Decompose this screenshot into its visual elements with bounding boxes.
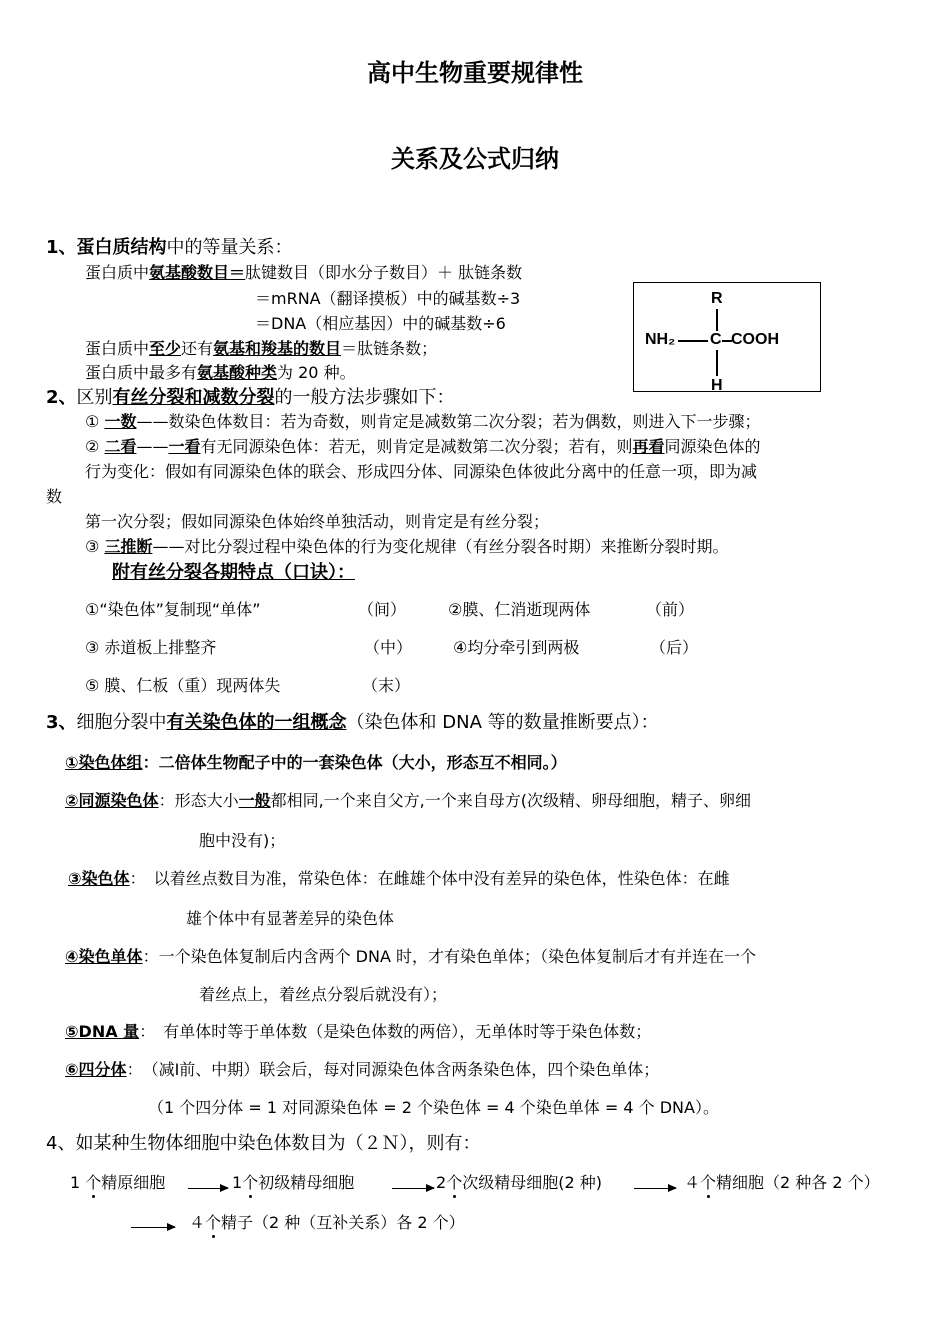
rhyme-1-text: ①“染色体”复制现“单体” (85, 600, 261, 619)
concept-chromatid: ④染色单体：一个染色体复制后内含两个 DNA 时，才有染色单体；（染色体复制后才有并连在一个 (65, 947, 756, 966)
chain-arrow-4 (131, 1227, 175, 1228)
rhyme-4-text: ④均分牵引到两极 (453, 638, 580, 657)
protein-rule-line-2: ＝mRNA（翻译摸板）中的碱基数÷3 (255, 289, 521, 308)
rhyme-2-stage: （前） (646, 600, 695, 619)
chain-secondary-spermatocyte: 2个次级精母细胞(2 种) (436, 1173, 602, 1192)
section-4-heading: 4、如某种生物体细胞中染色体数目为（２Ｎ），则有： (46, 1133, 481, 1154)
concept-dna-amount: ⑤DNA 量： 有单体时等于单体数（是染色体数的两倍），无单体时等于染色体数； (65, 1022, 652, 1041)
rhyme-4-stage: （后） (650, 638, 699, 657)
chain-arrow-3 (634, 1188, 676, 1189)
concept-tetrad: ⑥四分体： （减Ⅰ前、中期）联会后，每对同源染色体含两条染色体，四个染色单体； (65, 1060, 660, 1079)
concept-chromosome-continuation: 雄个体中有显著差异的染色体 (186, 909, 395, 928)
formula-alpha-carbon: C (710, 331, 722, 348)
rhyme-5-stage: （末） (362, 676, 411, 695)
section-1-heading: 1、蛋白质结构中的等量关系： (46, 237, 293, 258)
chain-arrow-2 (392, 1188, 434, 1189)
tetrad-equation: （1 个四分体 = 1 对同源染色体 = 2 个染色体 = 4 个染色单体 = 4 个 DNA）。 (148, 1098, 719, 1117)
protein-rule-line-1: 蛋白质中氨基酸数目＝肽键数目（即水分子数目）＋ 肽链条数 (85, 263, 523, 282)
concept-homologous-chromosome: ②同源染色体：形态大小一般都相同,一个来自父方,一个来自母方(次级精、卵母细胞，精子、卵细 (65, 791, 752, 810)
rhyme-1-stage: （间） (358, 600, 407, 619)
concept-chromatid-continuation: 着丝点上，着丝点分裂后就没有）； (199, 985, 448, 1004)
formula-bond-top (716, 309, 718, 331)
formula-bond-left (678, 340, 708, 342)
step-2-look: ② 二看——一看有无同源染色体：若无，则肯定是减数第二次分裂；若有，则再看同源染色体的 (85, 437, 761, 456)
step-3-infer: ③ 三推断——对比分裂过程中染色体的行为变化规律（有丝分裂各时期）来推断分裂时期。 (85, 537, 729, 556)
chain-arrow-1 (188, 1188, 228, 1189)
concept-homologous-continuation: 胞中没有)； (199, 831, 286, 850)
step-1-count: ① 一数——数染色体数目：若为奇数，则肯定是减数第二次分裂；若为偶数，则进入下一步骤； (85, 412, 761, 431)
formula-hydrogen: H (711, 377, 723, 394)
rhyme-3-stage: （中） (364, 638, 413, 657)
formula-amino-group: NH₂ (645, 331, 676, 348)
chain-spermatogonium: 1 个精原细胞 (70, 1173, 166, 1192)
section-3-heading: 3、细胞分裂中有关染色体的一组概念（染色体和 DNA 等的数量推断要点）： (46, 712, 659, 733)
formula-carboxyl-group: COOH (731, 331, 779, 348)
mitosis-rhyme-title: 附有丝分裂各期特点（口诀）： (112, 562, 355, 583)
chain-primary-spermatocyte: 1个初级精母细胞 (232, 1173, 355, 1192)
concept-chromosome-set: ①染色体组：二倍体生物配子中的一套染色体（大小，形态互不相同。） (65, 753, 567, 772)
chain-spermatid: ４个精细胞（2 种各 2 个） (684, 1173, 880, 1192)
concept-chromosome: ③染色体： 以着丝点数目为准，常染色体：在雌雄个体中没有差异的染色体，性染色体：在雌 (68, 869, 730, 888)
protein-rule-line-4: 蛋白质中至少还有氨基和羧基的数目＝肽链条数； (85, 339, 438, 358)
rhyme-5-text: ⑤ 膜、仁板（重）现两体失 (85, 676, 281, 695)
formula-r-group: R (711, 290, 723, 307)
step-2-continuation-3: 第一次分裂；假如同源染色体始终单独活动，则肯定是有丝分裂； (85, 512, 550, 531)
protein-rule-line-3: ＝DNA（相应基因）中的碱基数÷6 (255, 314, 506, 333)
protein-rule-line-5: 蛋白质中最多有氨基酸种类为 20 种。 (85, 363, 356, 382)
rhyme-2-text: ②膜、仁消逝现两体 (448, 600, 591, 619)
page-subtitle: 关系及公式归纳 (391, 145, 559, 173)
rhyme-3-text: ③ 赤道板上排整齐 (85, 638, 217, 657)
step-2-continuation: 行为变化：假如有同源染色体的联会、形成四分体、同源染色体彼此分离中的任意一项，即为减 (85, 462, 758, 481)
page-title: 高中生物重要规律性 (367, 59, 583, 87)
chain-sperm: ４个精子（2 种（互补关系）各 2 个） (189, 1213, 465, 1232)
formula-bond-bottom (716, 350, 718, 376)
step-2-continuation-2: 数 (46, 487, 63, 506)
section-2-heading: 2、区别有丝分裂和减数分裂的一般方法步骤如下： (46, 387, 455, 408)
